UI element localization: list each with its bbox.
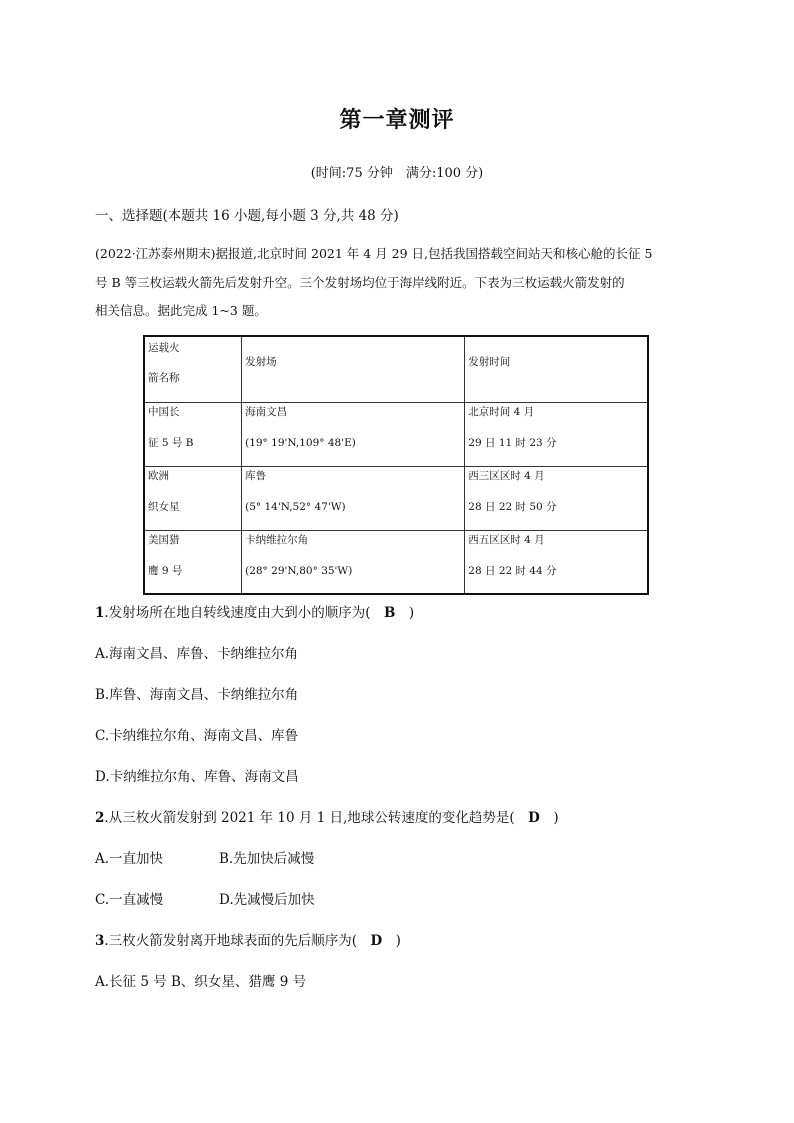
option-a: A.海南文昌、库鲁、卡纳维拉尔角 <box>95 646 299 662</box>
table-row <box>144 402 648 466</box>
intro-line: (2022·江苏泰州期末)据报道,北京时间 2021 年 4 月 29 日,包括我国搭载空间站天和核心舱的长征 5 <box>95 246 653 261</box>
table-header-row <box>144 336 648 402</box>
option-c: C.一直减慢 <box>95 892 164 908</box>
rocket-name-cell: 欧洲 织女星 <box>144 466 242 530</box>
option-d: D.卡纳维拉尔角、库鲁、海南文昌 <box>95 769 299 785</box>
launch-site-cell: 库鲁 (5° 14'N,52° 47'W) <box>242 466 465 530</box>
launch-time-cell: 北京时间 4 月 29 日 11 时 23 分 <box>465 402 648 466</box>
question-3: 3.三枚火箭发射离开地球表面的先后顺序为( D ) <box>95 933 401 949</box>
question-1: 1.发射场所在地自转线速度由大到小的顺序为( B ) <box>95 605 415 621</box>
option-b: B.库鲁、海南文昌、卡纳维拉尔角 <box>95 687 299 703</box>
intro-line: 相关信息。据此完成 1~3 题。 <box>95 303 267 318</box>
option-b: B.先加快后减慢 <box>219 851 315 867</box>
rocket-name-cell: 美国猎 鹰 9 号 <box>144 530 242 594</box>
launch-site-cell: 海南文昌 (19° 19'N,109° 48'E) <box>242 402 465 466</box>
rocket-name-cell: 中国长 征 5 号 B <box>144 402 242 466</box>
intro-line: 号 B 等三枚运载火箭先后发射升空。三个发射场均位于海岸线附近。下表为三枚运载火箭发射的 <box>95 275 625 290</box>
launch-site-cell: 卡纳维拉尔角 (28° 29'N,80° 35'W) <box>242 530 465 594</box>
page-title: 第一章测评 <box>339 108 455 133</box>
option-c: C.卡纳维拉尔角、海南文昌、库鲁 <box>95 728 299 744</box>
exam-info: (时间:75 分钟 满分:100 分) <box>310 166 484 181</box>
question-2: 2.从三枚火箭发射到 2021 年 10 月 1 日,地球公转速度的变化趋势是( D ) <box>95 810 559 826</box>
option-a: A.一直加快 <box>95 851 164 867</box>
header-launch-time: 发射时间 <box>465 336 648 402</box>
table-row <box>144 466 648 530</box>
answer-3: D <box>370 933 383 949</box>
rocket-launch-table <box>143 335 649 595</box>
option-a: A.长征 5 号 B、织女星、猎鹰 9 号 <box>95 974 307 990</box>
header-launch-site: 发射场 <box>242 336 465 402</box>
section-heading: 一、选择题(本题共 16 小题,每小题 3 分,共 48 分) <box>95 208 399 224</box>
answer-1: B <box>383 605 396 621</box>
table-row <box>144 530 648 594</box>
answer-2: D <box>528 810 540 826</box>
option-d: D.先减慢后加快 <box>219 892 315 908</box>
launch-time-cell: 西三区区时 4 月 28 日 22 时 50 分 <box>465 466 648 530</box>
launch-time-cell: 西五区区时 4 月 28 日 22 时 44 分 <box>465 530 648 594</box>
header-rocket-name: 运载火 箭名称 <box>144 336 242 402</box>
